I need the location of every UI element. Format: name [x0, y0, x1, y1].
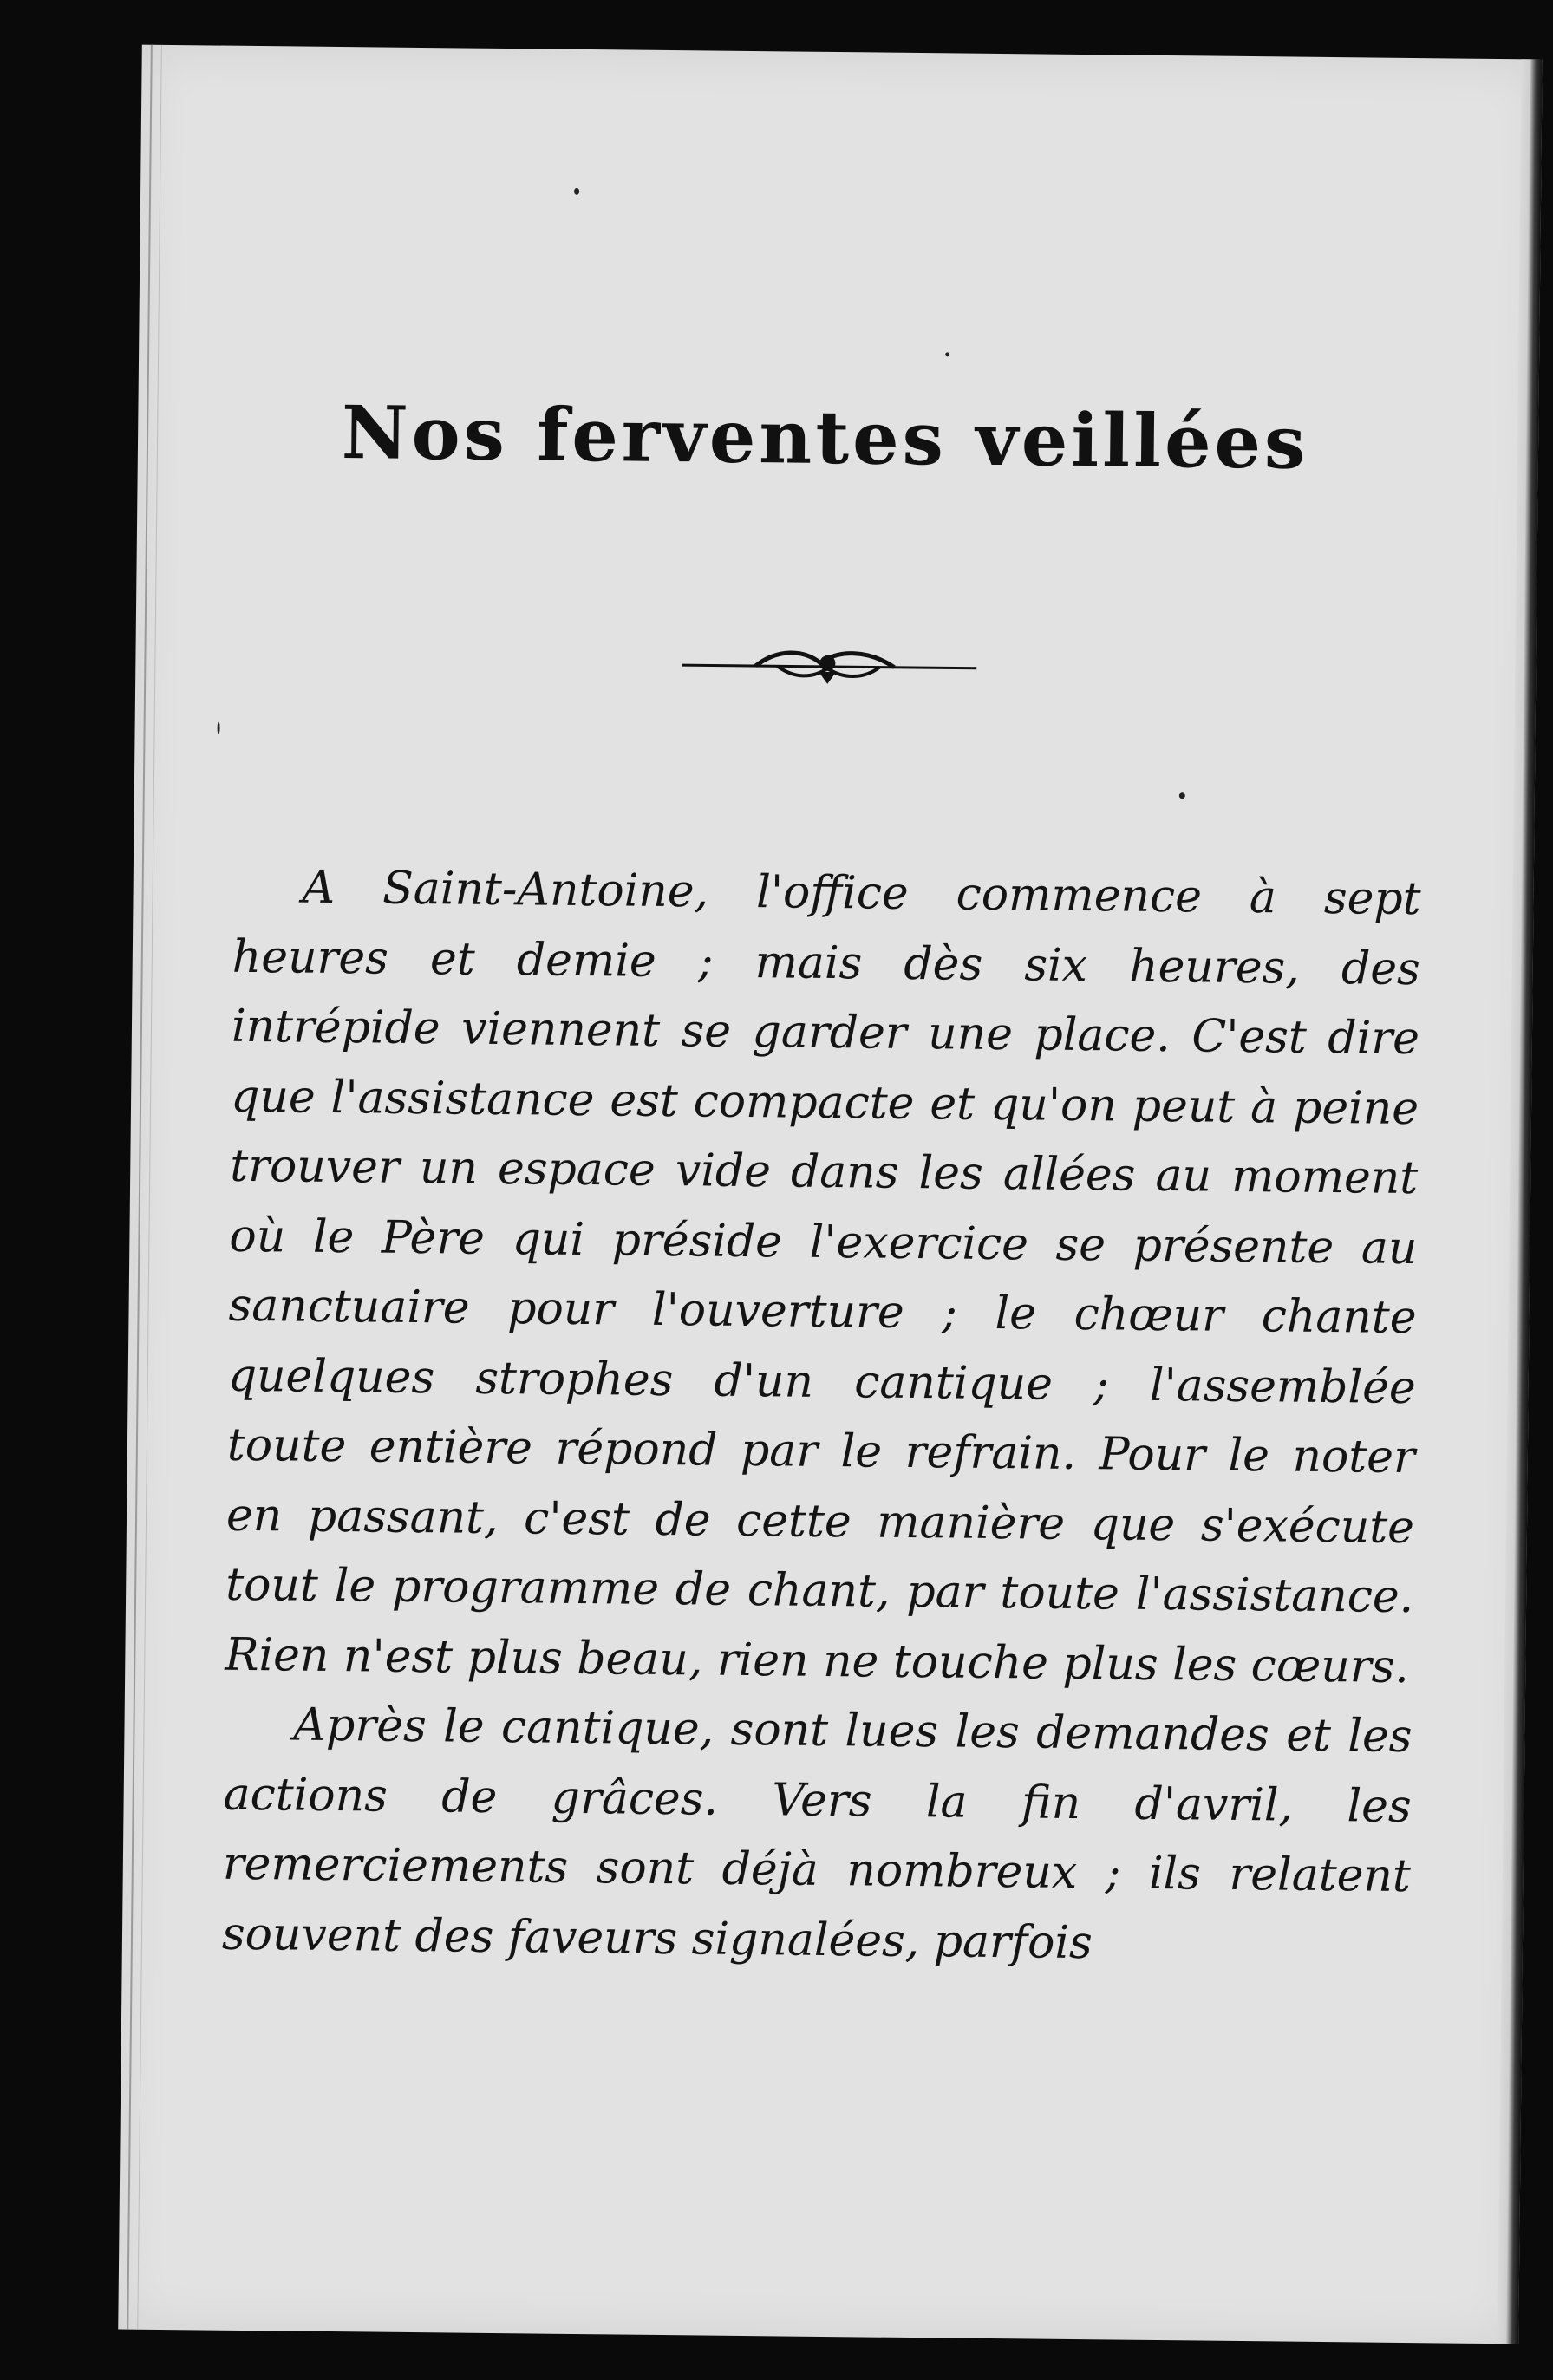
paragraph-1: A Saint-Antoine, l'office commence à sept heures et demie ; mais dès six heures, des intrépide viennent se garder une place. C'est dire que l'assistance est compacte et qu'on peut à peine trouver un espace vide dans les allées au moment où le Père qui préside l'exercice se présente au sanctuaire pour l'ouverture ; le chœur chante quelques strophes d'un cantique ; l'assemblée toute entière répond par le refrain. Pour le noter en passant, c'est de cette manière que s'exécute tout le programme de chant, par toute l'assistance. Rien n'est plus beau, rien ne touche plus les cœurs. — [225, 861, 1421, 1693]
dust-speck — [945, 352, 949, 356]
body-text — [222, 852, 1421, 1981]
chapter-title: Nos ferventes veillées — [341, 389, 1309, 486]
dust-speck — [218, 722, 220, 734]
dust-speck — [1179, 792, 1185, 799]
dust-speck — [574, 188, 579, 195]
paragraph-2: Après le cantique, sont lues les demandes et les actions de grâces. Vers la fin d'avril, les remerciements sont déjà nombreux ; ils relatent souvent des faveurs signalées, parfois — [221, 1699, 1413, 1969]
ornament-divider-icon — [682, 636, 977, 691]
book-page — [118, 45, 1543, 2344]
